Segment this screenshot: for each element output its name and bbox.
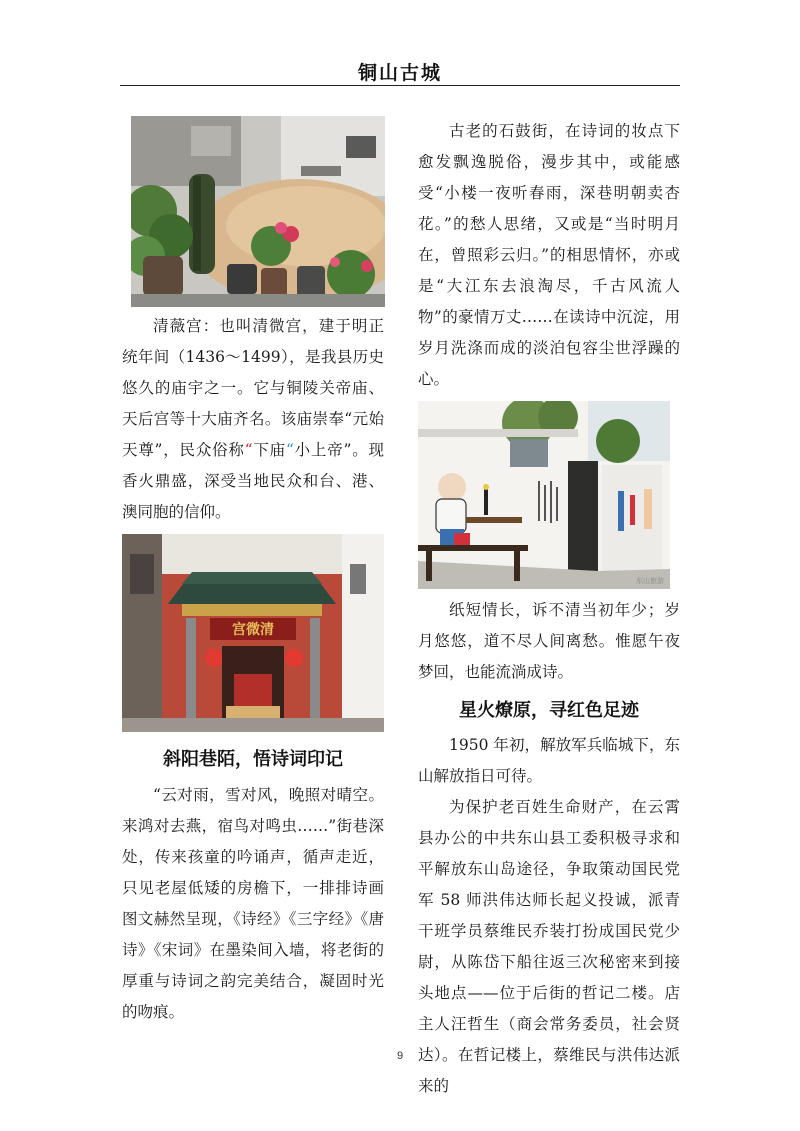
header-title: 铜山古城 — [357, 62, 442, 84]
uprising-paragraph: 为保护老百姓生命财产，在云霄县办公的中共东山县工委积极寻求和平解放东山岛途径，争取策动国民党军 58 师洪伟达师长起义投诚，派青干班学员蔡维民乔装打扮成国民党少尉，从陈岱下船往返三次秘密来到接头地点——位于后街的哲记二楼。店主人汪哲生（商会常务委员，社会贤达）。在哲记楼上，蔡维民与洪伟达派来的 — [418, 798, 680, 1095]
temple-photo — [122, 534, 384, 732]
garden-photo — [131, 116, 385, 307]
temple-nickname-lower: 下庙 — [252, 441, 286, 459]
right-column — [418, 116, 680, 1102]
left-column — [122, 116, 384, 1028]
temple-sign: 宫微清 — [232, 622, 274, 638]
temple-caption — [122, 311, 384, 528]
temple-caption-tail: 小上帝”。现香火鼎盛，深受当地民众和台、港、澳同胞的信仰。 — [122, 441, 384, 521]
stone-drum-paragraph: 古老的石鼓街，在诗词的妆点下愈发飘逸脱俗，漫步其中，或能感受“小楼一夜听春雨，深巷明朝卖杏花。”的愁人思绪，又或是“当时明月在，曾照彩云归。”的相思情怀，亦或是“大江东去浪淘尽，千古风流人物”的豪情万丈……在读诗中沉淀，用岁月洗涤而成的淡泊包容尘世浮躁的心。 — [418, 122, 680, 388]
section-heading-poetry: 斜阳巷陌，悟诗词印记 — [163, 749, 343, 770]
short-letter-paragraph: 纸短情长，诉不清当初年少；岁月悠悠，道不尽人间离愁。惟愿午夜梦回，也能流淌成诗。 — [418, 601, 680, 681]
mural-watermark: 东山旅游 — [636, 577, 664, 585]
quote-mark-blue: “ — [285, 441, 294, 459]
temple-caption-text: 清薇宫：也叫清微宫，建于明正统年间（1436～1499），是我县历史悠久的庙宇之一。它与铜陵关帝庙、天后宫等十大庙齐名。该庙崇奉“元始天尊”，民众俗称 — [122, 317, 384, 459]
page-number: 9 — [396, 1050, 404, 1062]
liberation-paragraph: 1950 年初，解放军兵临城下，东山解放指日可待。 — [418, 736, 680, 785]
page-header — [120, 56, 680, 86]
section-heading-red-history: 星火燎原，寻红色足迹 — [459, 700, 639, 721]
poetry-paragraph: “云对雨，雪对风，晚照对晴空。来鸿对去燕，宿鸟对鸣虫……”街巷深处，传来孩童的吟诵声，循声走近，只见老屋低矮的房檐下，一排排诗画图文赫然呈现，《诗经》《三字经》《唐诗》《宋词》在墨染间入墙，将老街的厚重与诗词之韵完美结合，凝固时光的吻痕。 — [122, 786, 384, 1021]
header-rule — [120, 85, 680, 86]
mural-alley-photo — [418, 401, 670, 589]
quote-mark-red: “ — [244, 441, 253, 459]
